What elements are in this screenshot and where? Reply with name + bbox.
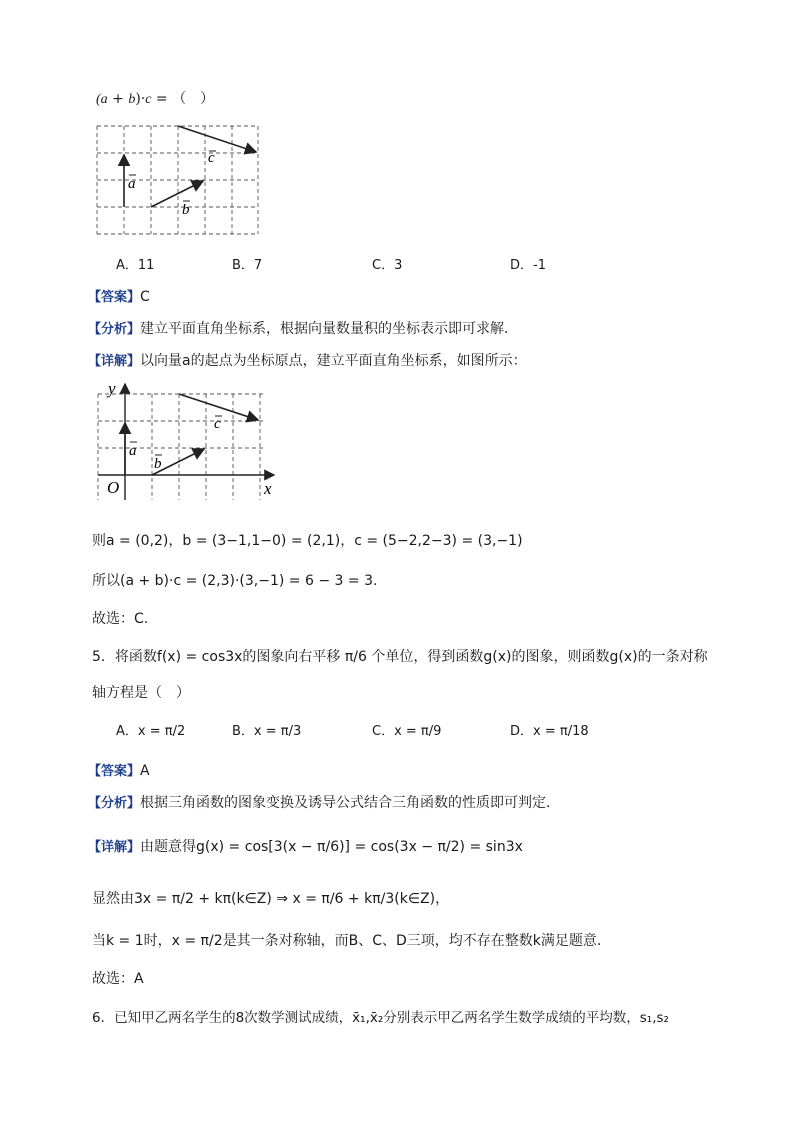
q5-line1: 显然由3x = π/2 + kπ(k∈Z) ⇒ x = π/6 + kπ/3(k∈Z)， <box>92 891 450 907</box>
label-c: c <box>214 416 221 432</box>
q4-analysis: 【分析】建立平面直角坐标系，根据向量数量积的坐标表示即可求解． <box>88 321 519 337</box>
q4-answer: 【答案】C <box>88 289 150 305</box>
q5-answer: 【答案】A <box>88 763 150 779</box>
q4-option-d: D．-1 <box>510 258 546 273</box>
axis-x-label: x <box>264 479 272 498</box>
q5-analysis: 【分析】根据三角函数的图象变换及诱导公式结合三角函数的性质即可判定. <box>88 795 551 811</box>
q5-choose: 故选：A <box>92 971 144 987</box>
q4-coords-line: 则a = (0,2)，b = (3−1,1−0) = (2,1)，c = (5−2,2−3) = (3,−1) <box>92 533 523 549</box>
q4-dot-line: 所以(a + b)·c = (2,3)·(3,−1) = 6 − 3 = 3. <box>92 573 378 589</box>
vector-c-arrow <box>178 126 256 152</box>
label-a: a <box>129 443 137 459</box>
axis-y-label: y <box>108 380 116 398</box>
vector-grid-figure <box>96 122 264 236</box>
label-b: b <box>182 202 190 218</box>
label-b: b <box>154 456 162 472</box>
q4-option-c: C．3 <box>372 258 403 273</box>
q4-choose: 故选：C. <box>92 611 149 627</box>
q5-option-a: A．x = π/2 <box>116 724 186 739</box>
q5-stem-line1: 5．将函数f(x) = cos3x的图象向右平移 π/6 个单位，得到函数g(x)的图象，则函数g(x)的一条对称 <box>92 649 708 665</box>
label-c: c <box>208 150 215 166</box>
q4-option-b: B．7 <box>232 258 263 273</box>
label-a: a <box>128 176 136 192</box>
vector-b-arrow <box>151 181 203 207</box>
q4-detail-intro: 【详解】以向量a的起点为坐标原点，建立平面直角坐标系，如图所示： <box>88 353 527 369</box>
q4-option-a: A．11 <box>116 258 155 273</box>
q5-detail: 【详解】由题意得g(x) = cos[3(x − π/6)] = cos(3x − π/2) = sin3x <box>88 839 523 855</box>
q5-option-c: C．x = π/9 <box>372 724 442 739</box>
q5-option-b: B．x = π/3 <box>232 724 302 739</box>
q5-stem-line2: 轴方程是（ ） <box>92 685 190 701</box>
q4-stem: (a + b)·c = （ ） <box>96 91 215 107</box>
q6-stem: 6．已知甲乙两名学生的8次数学测试成绩，x̄₁,x̄₂分别表示甲乙两名学生数学成绩的平均数，s₁,s₂ <box>92 1010 669 1026</box>
q5-line2: 当k = 1时，x = π/2是其一条对称轴，而B、C、D三项，均不存在整数k满足题意. <box>92 933 602 949</box>
coordinate-grid-figure <box>94 380 278 500</box>
origin-label: O <box>107 478 120 497</box>
q5-option-d: D．x = π/18 <box>510 724 589 739</box>
